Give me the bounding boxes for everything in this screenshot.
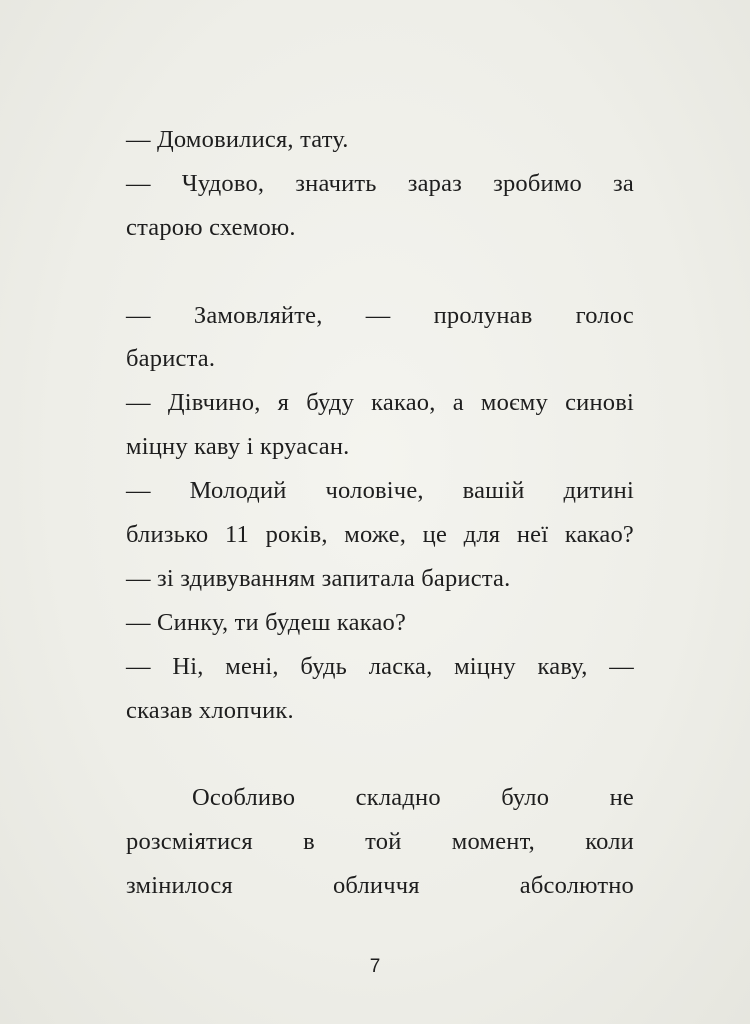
text-line: старою схемою. (126, 213, 296, 241)
text-line: Особливо складно було не (192, 784, 634, 812)
text-line: — Чудово, значить зараз зробимо за (126, 169, 634, 197)
paragraph-gap (126, 250, 634, 294)
text-line: змінилося обличчя абсолютно (126, 872, 634, 900)
text-line: — Синку, ти будеш какао? (126, 608, 407, 636)
text-line: — Домовилися, тату. (126, 126, 349, 153)
text-line: — Замовляйте, — пролунав голос (126, 301, 634, 329)
text-line: близько 11 років, може, це для неї какао? (126, 521, 634, 549)
text-line: міцну каву і круасан. (126, 433, 350, 461)
text-line: — Молодий чоловіче, вашій дитині (126, 477, 634, 505)
paragraph-gap (126, 732, 634, 776)
text-line: — Ні, мені, будь ласка, міцну каву, — (126, 652, 634, 680)
text-line: — зі здивуванням запитала бариста. (126, 564, 511, 592)
page-number: 7 (369, 956, 381, 977)
page-body-text (126, 118, 634, 908)
text-line: сказав хлопчик. (126, 696, 294, 724)
text-line: бариста. (126, 345, 216, 373)
text-line: розсміятися в той момент, коли (126, 828, 634, 856)
text-line: — Дівчино, я буду какао, а моєму синові (126, 389, 634, 417)
